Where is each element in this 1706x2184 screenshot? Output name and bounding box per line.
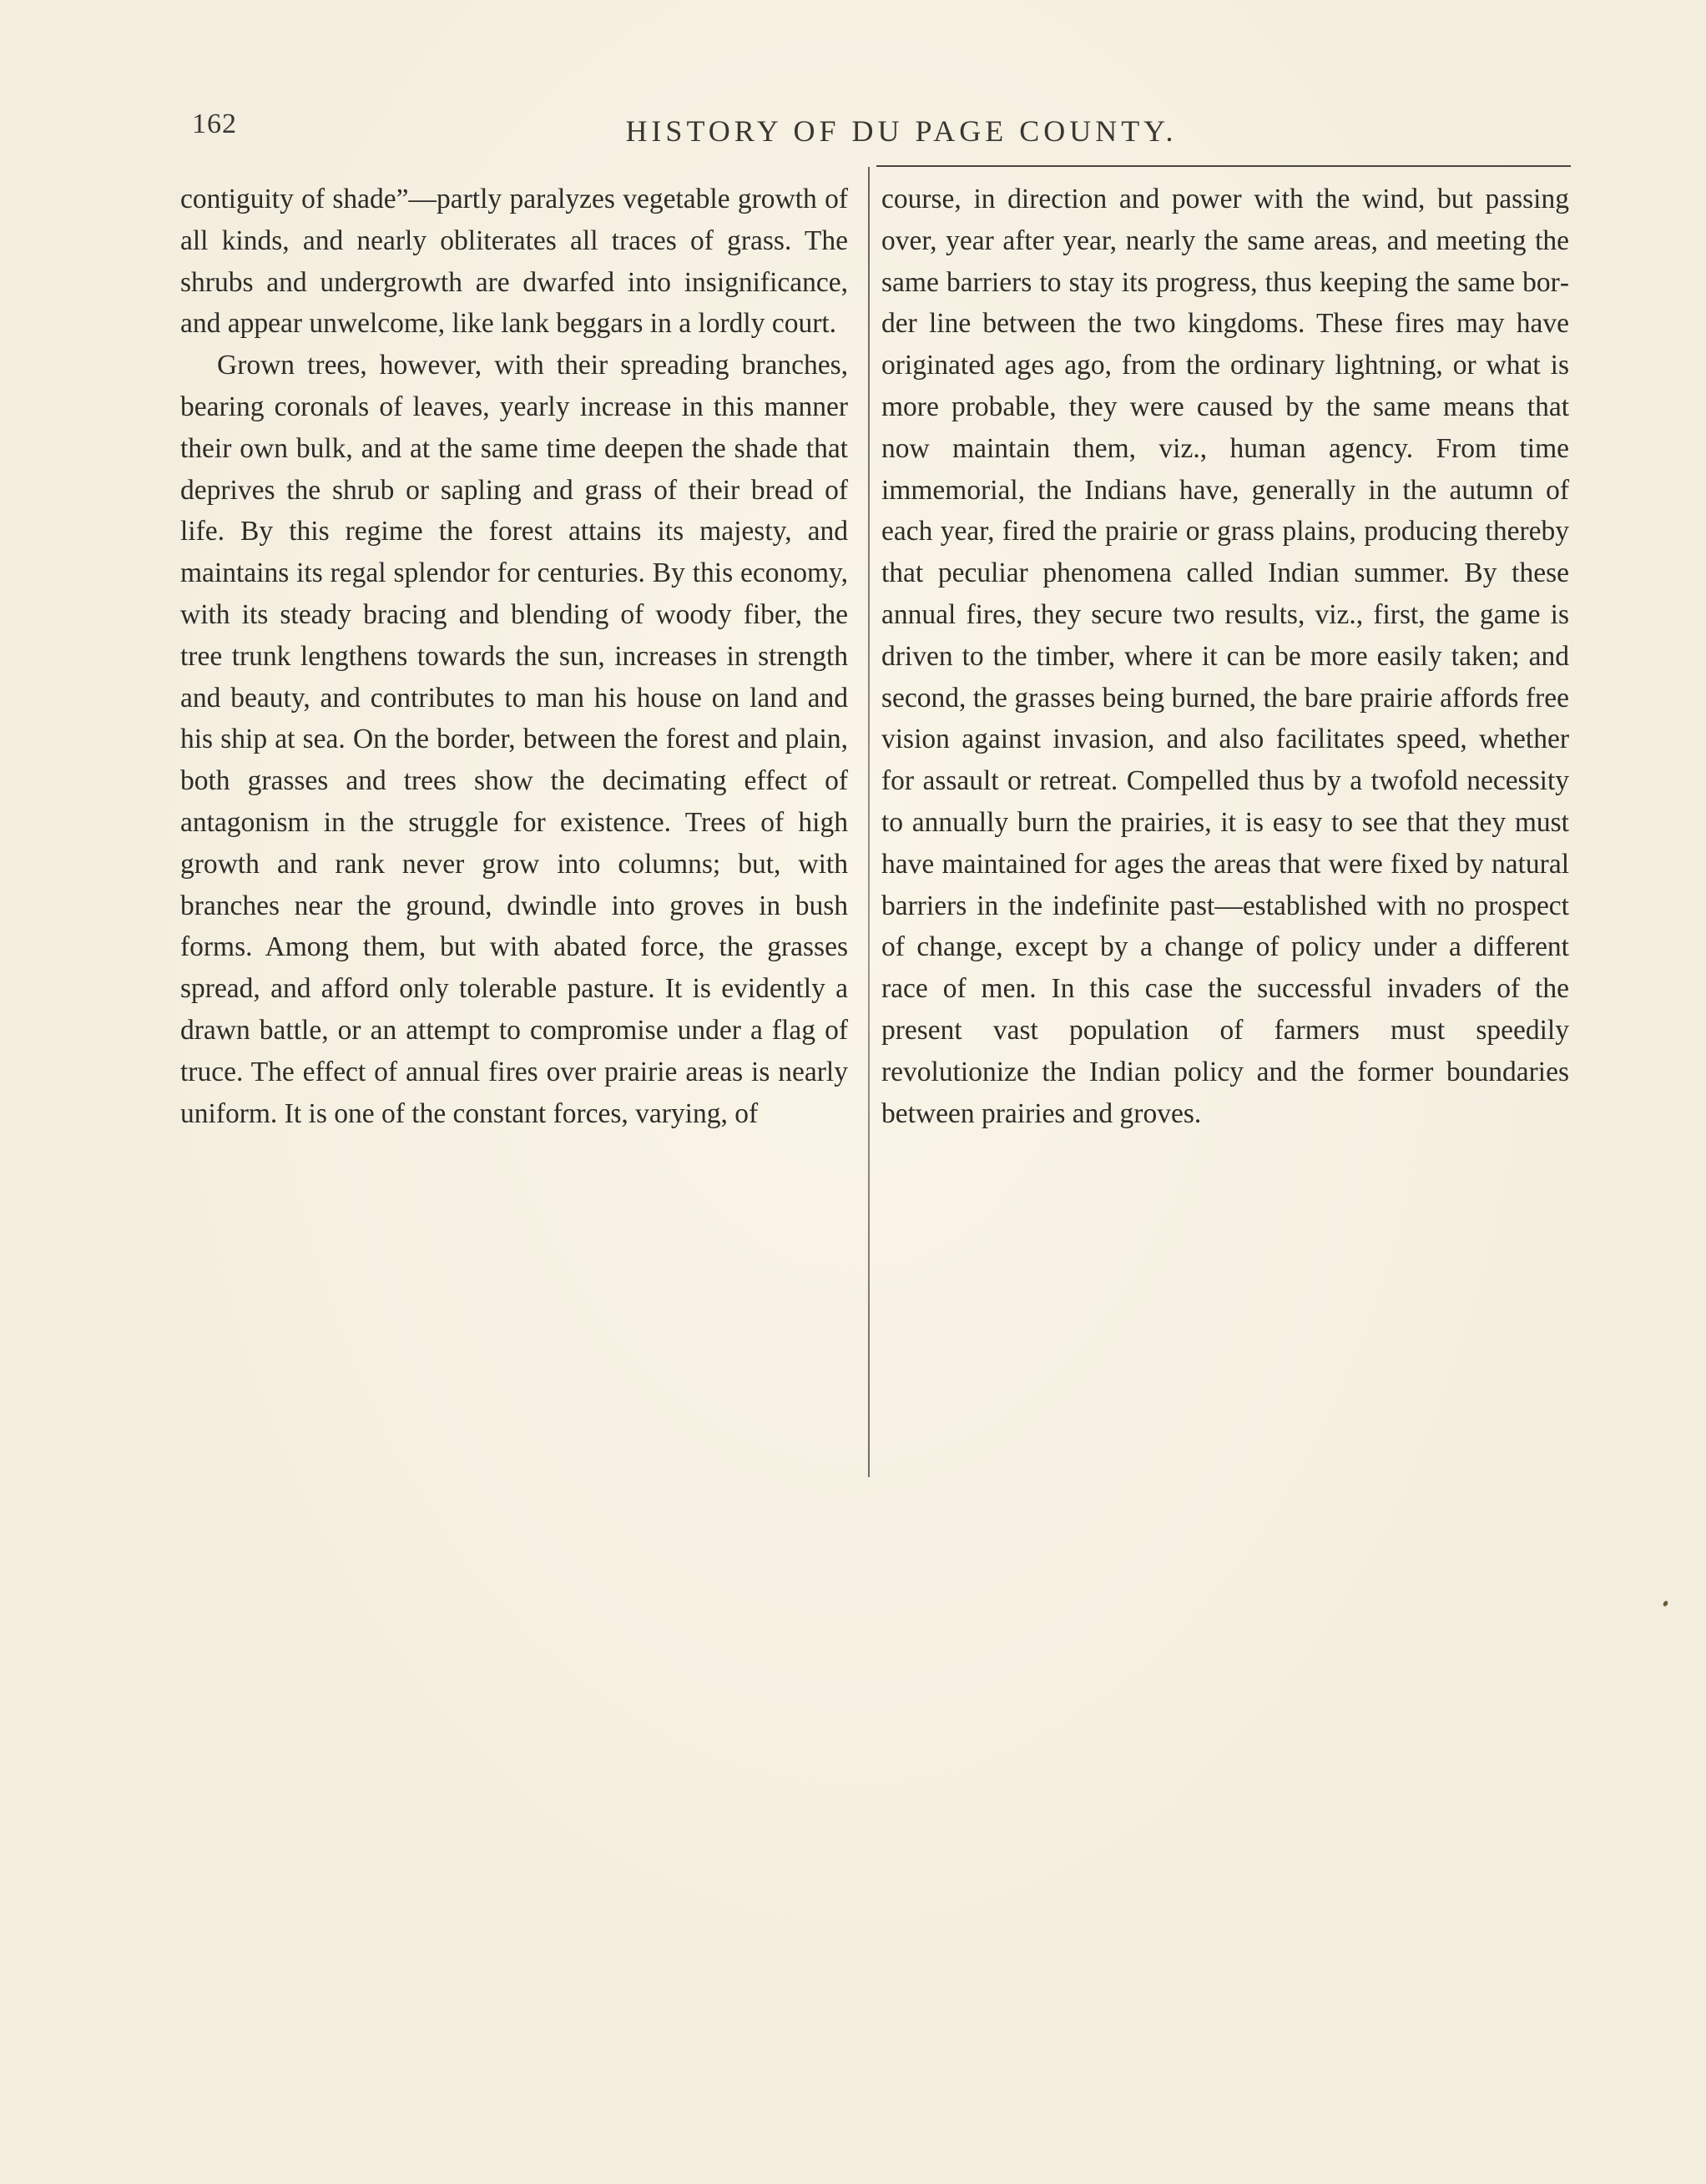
page-number: 162	[192, 108, 237, 139]
left-column	[180, 179, 848, 1134]
header-rule	[876, 165, 1571, 167]
column-divider	[868, 167, 870, 1477]
paragraph: Grown trees, however, with their spreading branches, bearing coronals of leaves, yearly increase in this manner their own bulk, and at the same time deepen the shade that deprives the shrub or sapling and grass of their bread of life. By this regime the forest attains its majesty, and maintains its regal splendor for centuries. By this economy, with its steady bracing and blending of woody fiber, the tree trunk lengthens towards the sun, increases in strength and beauty, and contributes to man his house on land and his ship at sea. On the border, between the forest and plain, both grasses and trees show the decimating effect of antagonism in the struggle for existence. Trees of high growth and rank never grow into columns; but, with branches near the ground, dwindle into groves in bush forms. Among them, but with abated force, the grasses spread, and afford only tolerable pasture. It is evidently a drawn battle, or an attempt to compromise under a flag of truce. The effect of annual fires over prairie areas is nearly uniform. It is one of the constant forces, varying, of	[180, 350, 848, 1129]
paragraph: contiguity of shade”—partly paralyzes vegetable growth of all kinds, and nearly obliterates all traces of grass. The shrubs and undergrowth are dwarfed into insignificance, and appear unwelcome, like lank beggars in a lordly court.	[180, 184, 848, 340]
page-header	[184, 108, 1569, 159]
right-column	[881, 179, 1569, 1134]
paper-speck	[1663, 1600, 1669, 1607]
running-title: HISTORY OF DU PAGE COUNTY.	[625, 114, 1178, 148]
paragraph: course, in direction and power with the wind, but passing over, year after year, nearly the same areas, and meeting the same barriers to stay its progress, thus keeping the same border line between the two kingdoms. These fires may have originated ages ago, from the ordinary lightning, or what is more probable, they were caused by the same means that now maintain them, viz., human agency. From time immemorial, the Indians have, generally in the autumn of each year, fired the prairie or grass plains, producing thereby that peculiar phenomena called Indian summer. By these annual fires, they secure two results, viz., first, the game is driven to the timber, where it can be more easily taken; and second, the grasses being burned, the bare prairie affords free vision against invasion, and also facilitates speed, whether for assault or retreat. Compelled thus by a twofold necessity to annually burn the prairies, it is easy to see that they must have maintained for ages the areas that were fixed by natural barriers in the indefinite past—established with no prospect of change, except by a change of policy under a different race of men. In this case the successful invaders of the present vast population of farmers must speedily revolutionize the Indian policy and the former boundaries between prairies and groves.	[881, 184, 1569, 1129]
